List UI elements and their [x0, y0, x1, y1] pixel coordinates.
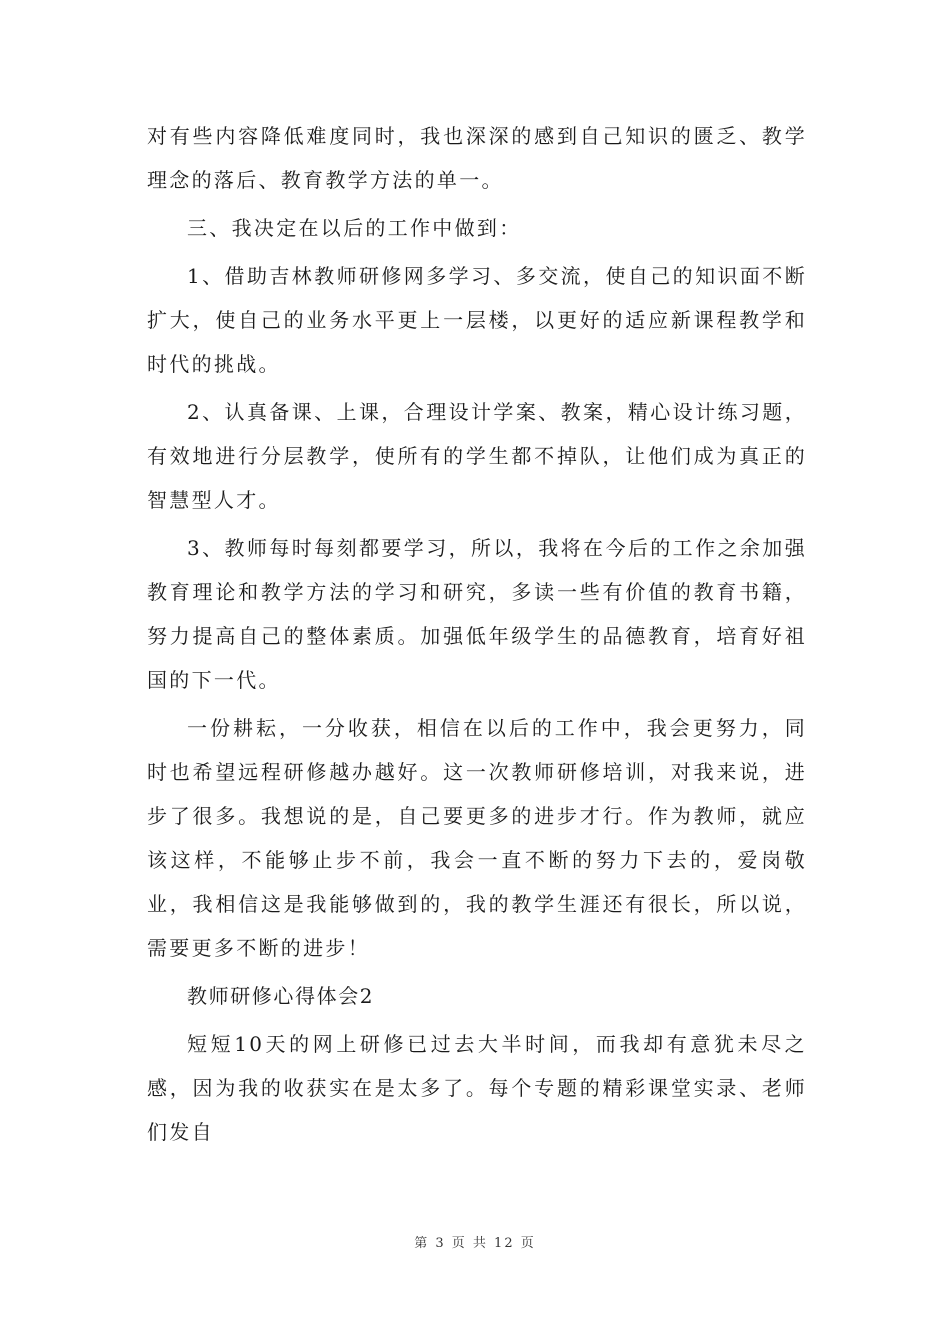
page-footer: 第 3 页 共 12 页	[414, 1236, 536, 1251]
article-subheading: 教师研修心得体会2	[187, 984, 375, 1008]
list-item-2: 2、认真备课、上课，合理设计学案、教案，精心设计练习题，有效地进行分层教学，使所有的学生都不掉队，让他们成为真正的智慧型人才。	[147, 400, 807, 512]
list-item-1: 1、借助吉林教师研修网多学习、多交流，使自己的知识面不断扩大，使自己的业务水平更上一层楼，以更好的适应新课程教学和时代的挑战。	[147, 264, 807, 376]
list-item-3: 3、教师每时每刻都要学习，所以，我将在今后的工作之余加强教育理论和教学方法的学习和研究，多读一些有价值的教育书籍，努力提高自己的整体素质。加强低年级学生的品德教育，培育好祖国的下一代。	[147, 536, 807, 692]
paragraph: 短短10天的网上研修已过去大半时间，而我却有意犹未尽之感，因为我的收获实在是太多了。每个专题的精彩课堂实录、老师们发自	[147, 1032, 807, 1144]
paragraph-continuation: 对有些内容降低难度同时，我也深深的感到自己知识的匮乏、教学理念的落后、教育教学方法的单一。	[147, 124, 807, 192]
section-heading: 三、我决定在以后的工作中做到：	[187, 216, 522, 240]
closing-paragraph: 一份耕耘，一分收获，相信在以后的工作中，我会更努力，同时也希望远程研修越办越好。这一次教师研修培训，对我来说，进步了很多。我想说的是，自己要更多的进步才行。作为教师，就应该这样，不能够止步不前，我会一直不断的努力下去的，爱岗敬业，我相信这是我能够做到的，我的教学生涯还有很长，所以说，需要更多不断的进步！	[147, 716, 807, 960]
document-body	[147, 114, 807, 1158]
